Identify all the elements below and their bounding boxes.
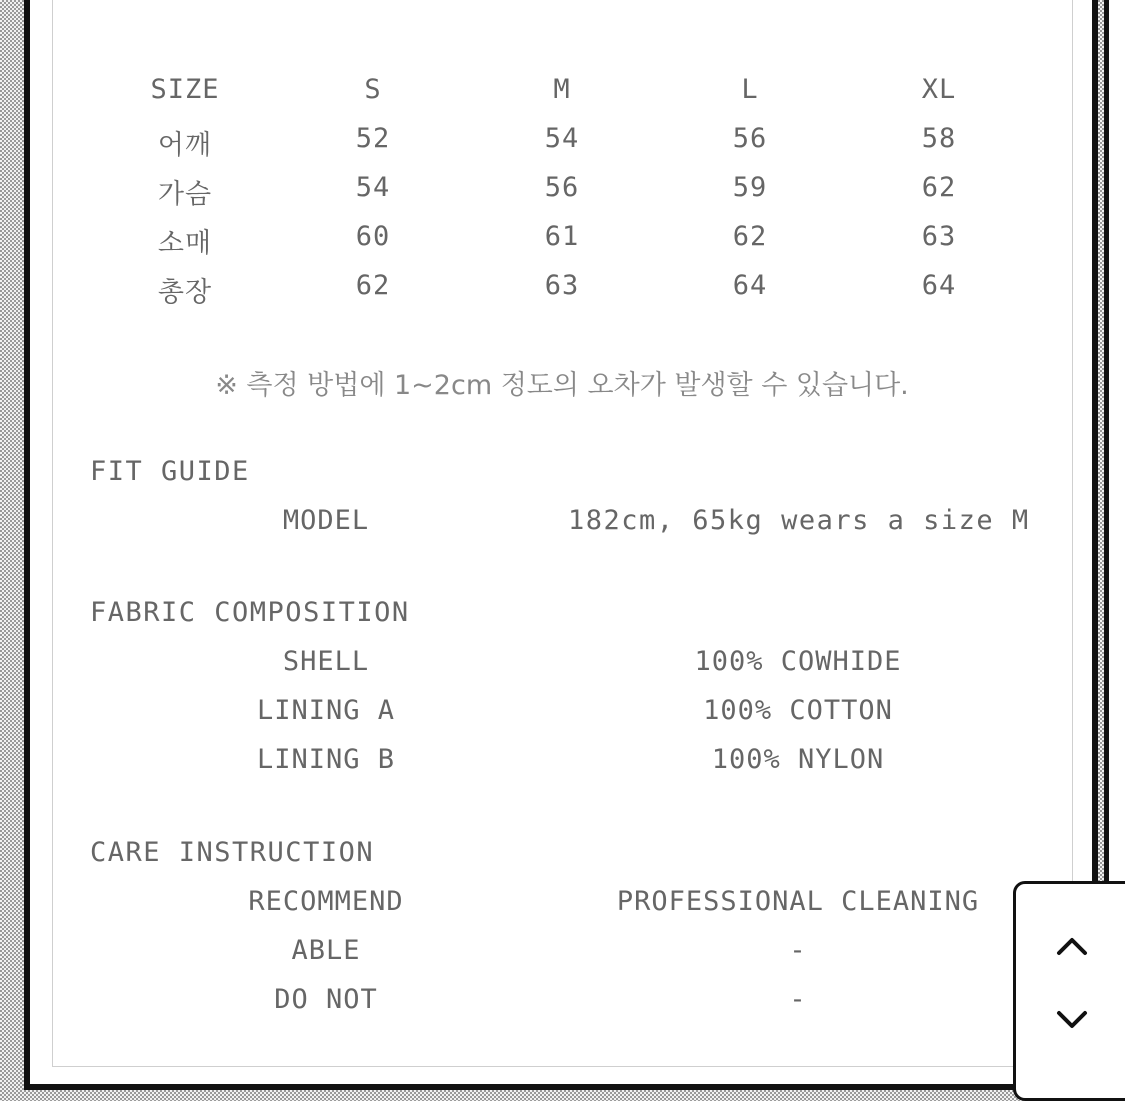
fabric-label-lining-b: LINING B [256,744,396,775]
table-cell: 62 [732,221,768,252]
scroll-down-button[interactable] [1043,995,1101,1045]
table-cell: 56 [544,172,580,203]
table-cell: 62 [355,270,391,301]
table-cell: 60 [355,221,391,252]
row-label-length: 총장 [157,277,213,308]
table-cell: 61 [544,221,580,252]
table-cell: 52 [355,123,391,154]
size-header-xl: XL [921,74,957,105]
table-cell: 63 [544,270,580,301]
fabric-label-lining-a: LINING A [256,695,396,726]
scroll-controls [1013,881,1125,1101]
table-cell: 64 [921,270,957,301]
scroll-up-button[interactable] [1043,921,1101,971]
fit-guide-value: 182cm, 65kg wears a size M [568,505,1030,536]
row-label-shoulder: 어깨 [157,130,213,161]
fabric-value-shell: 100% COWHIDE [694,646,902,677]
chevron-down-icon [1055,1009,1089,1031]
fabric-label-shell: SHELL [282,646,370,677]
size-header-label: SIZE [150,74,220,105]
row-label-chest: 가슴 [157,179,213,210]
care-value-recommend: PROFESSIONAL CLEANING [616,886,980,917]
fabric-value-lining-a: 100% COTTON [703,695,893,726]
table-cell: 56 [732,123,768,154]
care-value-able: - [789,935,807,966]
table-cell: 62 [921,172,957,203]
care-title: CARE INSTRUCTION [90,837,375,868]
measurement-note: ※ 측정 방법에 1~2cm 정도의 오차가 발생할 수 있습니다. [215,370,909,401]
fabric-value-lining-b: 100% NYLON [711,744,885,775]
table-cell: 59 [732,172,768,203]
table-cell: 58 [921,123,957,154]
size-header-l: L [741,74,759,105]
table-cell: 54 [355,172,391,203]
table-cell: 64 [732,270,768,301]
care-label-recommend: RECOMMEND [248,886,404,917]
fabric-title: FABRIC COMPOSITION [90,597,410,628]
row-label-sleeve: 소매 [157,228,213,259]
care-value-do-not: - [789,984,807,1015]
care-label-able: ABLE [291,935,361,966]
care-label-do-not: DO NOT [274,984,378,1015]
table-cell: 63 [921,221,957,252]
fit-guide-title: FIT GUIDE [90,456,250,487]
fit-guide-label: MODEL [282,505,370,536]
size-header-s: S [364,74,382,105]
size-header-m: M [553,74,571,105]
table-cell: 54 [544,123,580,154]
chevron-up-icon [1055,935,1089,957]
